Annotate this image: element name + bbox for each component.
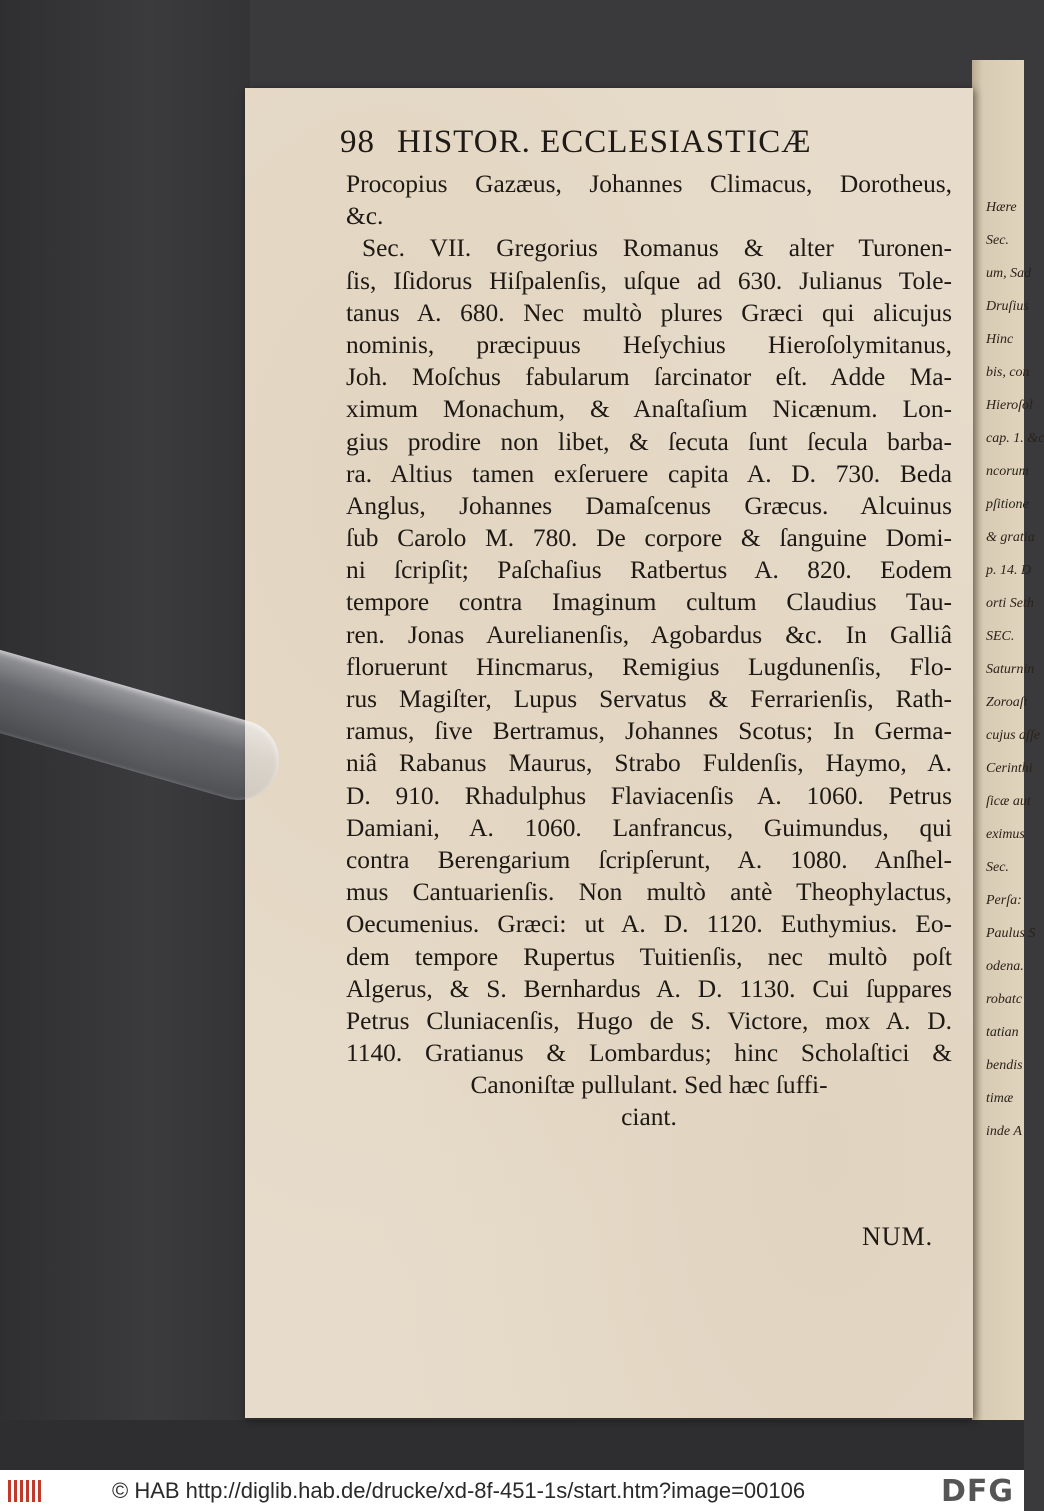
text-line: gius prodire non libet, & ſecuta ſunt ſecula barba-	[346, 427, 952, 456]
margin-fragment: & gratia	[986, 530, 1035, 545]
margin-fragment: Sec.	[986, 860, 1009, 875]
adjacent-page-edge	[972, 60, 1044, 1420]
footer-bar	[0, 1470, 1024, 1511]
catchword: NUM.	[862, 1222, 934, 1251]
margin-fragment: Hære	[986, 200, 1017, 215]
margin-fragment: Perſa:	[986, 893, 1022, 908]
text-line: floruerunt Hincmarus, Remigius Lugdunenſis, Flo-	[346, 652, 952, 681]
text-line: ramus, ſive Bertramus, Johannes Scotus; In Germa-	[346, 717, 952, 746]
text-line: 1140. Gratianus & Lombardus; hinc Scholaſtici &	[346, 1039, 952, 1068]
margin-fragment: pſitione	[986, 497, 1029, 512]
margin-fragment: Sec.	[986, 233, 1009, 248]
margin-fragment: Zoroaſt	[986, 695, 1028, 710]
text-line: Anglus, Johannes Damaſcenus Græcus. Alcuinus	[346, 491, 952, 520]
text-line: nominis, præcipuus Heſychius Hieroſolymitanus,	[346, 330, 952, 359]
margin-fragment: timæ	[986, 1091, 1014, 1106]
text-line: rus Magiſter, Lupus Servatus & Ferrarienſis, Rath-	[346, 685, 952, 713]
margin-fragment: bis, con	[986, 365, 1030, 380]
running-header	[340, 124, 940, 168]
text-line: Petrus Cluniacenſis, Hugo de S. Victore, mox A. D.	[346, 1006, 952, 1035]
text-line: &c.	[346, 202, 384, 231]
margin-fragment: Hinc	[986, 332, 1014, 347]
text-line: ſis, Iſidorus Hiſpalenſis, uſque ad 630. Julianus Tole-	[346, 266, 952, 295]
text-line: Algerus, & S. Bernhardus A. D. 1130. Cui ſuppares	[346, 974, 952, 1003]
dark-background-bottom	[0, 1420, 1024, 1470]
page-number: 98	[340, 124, 375, 160]
text-line: ni ſcripſit; Paſchaſius Ratbertus A. 820. Eodem	[346, 556, 952, 585]
margin-fragment: Cerinthi	[986, 761, 1033, 776]
text-line: Canoniſtæ pullulant. Sed hæc ſuffi-	[470, 1071, 828, 1100]
margin-fragment: tatian	[986, 1025, 1019, 1040]
text-line: Joh. Moſchus fabularum ſarcinator eſt. Adde Ma-	[346, 363, 952, 392]
copyright-link[interactable]: © HAB http://diglib.hab.de/drucke/xd-8f-451-1s/start.htm?image=00106	[112, 1478, 806, 1503]
text-line: Procopius Gazæus, Johannes Climacus, Dorotheus,	[346, 170, 952, 198]
margin-fragment: Hieroſol	[986, 398, 1033, 413]
margin-fragment: p. 14. D	[986, 563, 1032, 578]
margin-fragment: SEC.	[986, 629, 1015, 644]
text-line: D. 910. Rhadulphus Flaviacenſis A. 1060. Petrus	[346, 781, 952, 810]
margin-fragment: cujus aſſe	[986, 728, 1041, 743]
margin-fragment: ſicæ aut	[986, 794, 1031, 809]
text-line: Sec. VII. Gregorius Romanus & alter Turonen-	[362, 234, 952, 263]
text-line: tanus A. 680. Nec multò plures Græci qui alicujus	[346, 298, 952, 327]
text-line: ſub Carolo M. 780. De corpore & ſanguine Domi-	[346, 524, 952, 553]
margin-fragment: Saturnin	[986, 662, 1035, 677]
running-title: HISTOR. ECCLESIASTICÆ	[397, 124, 812, 160]
text-line: Damiani, A. 1060. Lanfrancus, Guimundus, qui	[346, 813, 952, 842]
text-line: Oecumenius. Græci: ut A. D. 1120. Euthymius. Eo-	[346, 910, 952, 939]
text-line: tempore contra Imaginum cultum Claudius Tau-	[346, 588, 952, 617]
margin-fragment: inde A	[986, 1124, 1022, 1139]
text-line: ra. Altius tamen exſeruere capita A. D. 730. Beda	[346, 459, 952, 488]
margin-fragment: eximus	[986, 827, 1025, 842]
margin-fragment: robatc	[986, 992, 1023, 1007]
margin-fragment: cap. 1. &c	[986, 431, 1044, 446]
text-line: niâ Rabanus Maurus, Strabo Fuldenſis, Haymo, A.	[346, 749, 952, 778]
text-line: ren. Jonas Aurelianenſis, Agobardus &c. In Galliâ	[346, 620, 952, 649]
text-line: dem tempore Rupertus Tuitienſis, nec multò poſt	[346, 942, 952, 971]
margin-fragment: Druſius	[986, 299, 1029, 314]
text-line: ciant.	[621, 1103, 677, 1132]
margin-fragment: bendis	[986, 1058, 1023, 1073]
text-line: contra Berengarium ſcripſerunt, A. 1080. Anſhel-	[346, 845, 952, 874]
text-line: ximum Monachum, & Anaſtaſium Nicænum. Lon-	[346, 395, 952, 424]
barcode-icon	[8, 1480, 44, 1502]
text-line: mus Cantuarienſis. Non multò antè Theophylactus,	[346, 878, 952, 907]
margin-fragment: ncorum	[986, 464, 1029, 479]
margin-fragment: um, Sad	[986, 266, 1032, 281]
page-body	[346, 168, 952, 1134]
margin-fragment: Paulus S	[986, 926, 1036, 941]
margin-fragment: odena.	[986, 959, 1024, 974]
margin-fragment: orti Seth	[986, 596, 1034, 611]
dfg-logo: DFG	[940, 1474, 1014, 1509]
